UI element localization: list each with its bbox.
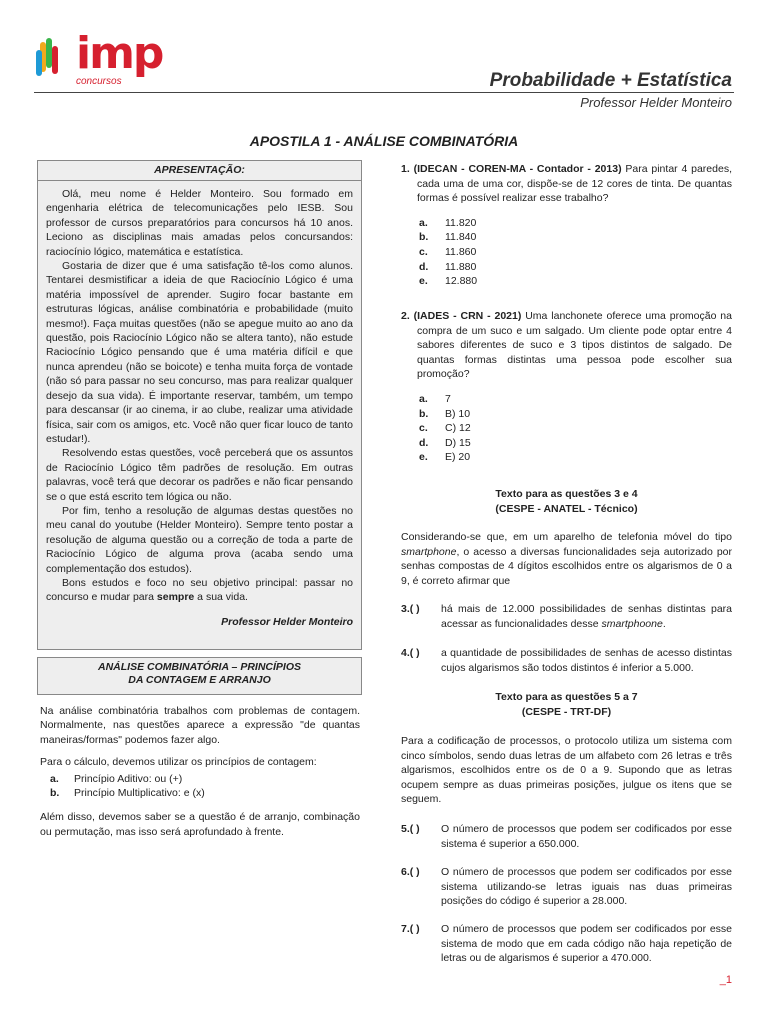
question-7: 7.( ) O número de processos que podem ser codificados por esse sistema de modo que em cada código não haja repetição de letras ou de algarismos é superior a 470.000.	[401, 923, 732, 965]
apresentacao-box	[37, 160, 362, 650]
document-title: APOSTILA 1 - ANÁLISE COMBINATÓRIA	[249, 133, 519, 149]
logo-brand: imp	[76, 28, 163, 79]
option[interactable]: a. 7	[419, 392, 451, 405]
option[interactable]: e. 12.880	[419, 275, 478, 288]
question-2-options	[401, 392, 732, 465]
apresentacao-paragraph: Resolvendo estas questões, você perceberá que os assuntos de Raciocínio Lógico têm padrões de resolução. Em outras palavras, você terá que decorar os padrões e não ficar pensando se o que está escrito tem lógica ou não.	[46, 447, 353, 503]
option[interactable]: c. 11.860	[419, 245, 477, 258]
question-5: 5.( ) O número de processos que podem ser codificados por esse sistema é superior a 650.000.	[401, 823, 732, 850]
texto-57-body: Para a codificação de processos, o protocolo utiliza um sistema com cinco símbolos, sendo duas letras de um alfabeto com 26 letras e três algarismos, escolhidos entre os de 0 a 9. Supondo que as letras ocupem sempre as duas primeiras posições, julgue os itens que se seguem.	[401, 735, 732, 806]
option[interactable]: d. D) 15	[419, 436, 471, 449]
apresentacao-paragraph: Olá, meu nome é Helder Monteiro. Sou formado em engenharia elétrica de telecomunicações pelo IESB. Sou professor de cursos preparatórios para concursos há 10 anos. Leciono as disciplinas mais amadas pelos concursandos: raciocínio lógico, matemática e estatística.	[46, 188, 353, 258]
list-item: b. Princípio Multiplicativo: e (x)	[50, 787, 205, 800]
option[interactable]: b. 11.840	[419, 231, 477, 244]
texto-57-heading: Texto para as questões 5 a 7 (CESPE - TRT-DF)	[495, 691, 638, 718]
question-4: 4.( ) a quantidade de possibilidades de senhas de acesso distintas cujos algarismos são todos distintos é inferior a 5.000.	[401, 647, 732, 674]
option[interactable]: a. 11.820	[419, 216, 477, 229]
option[interactable]: c. C) 12	[419, 422, 471, 435]
logo-icon	[34, 34, 74, 84]
texto-34-heading: Texto para as questões 3 e 4 (CESPE - ANATEL - Técnico)	[495, 488, 638, 515]
option[interactable]: e. E) 20	[419, 451, 471, 464]
signature: Professor Helder Monteiro	[221, 615, 353, 628]
apresentacao-body	[38, 181, 361, 635]
texto-34-body: Considerando-se que, em um aparelho de telefonia móvel do tipo smartphone, o acesso a diversas funcionalidades seja autorizado por senhas compostas de 4 dígitos escolhidos entre os algarismos de 0 a 9, é correto afirmar que	[401, 531, 732, 587]
list-item: a. Princípio Aditivo: ou (+)	[50, 772, 183, 785]
principios-p2: Para o cálculo, devemos utilizar os princípios de contagem:	[40, 756, 317, 769]
option[interactable]: b. B) 10	[419, 407, 471, 420]
option[interactable]: d. 11.880	[419, 260, 477, 273]
principios-list	[40, 772, 360, 801]
question-6: 6.( ) O número de processos que podem ser codificados por esse sistema utilizando-se letras iguais nas duas primeiras posições do código é superior a 28.000.	[401, 866, 732, 908]
logo-sub: concursos	[76, 76, 122, 87]
header-professor: Professor Helder Monteiro	[580, 95, 732, 110]
apresentacao-paragraph-last: Bons estudos e foco no seu objetivo principal: passar no concurso e mudar para sempre a sua vida.	[46, 576, 353, 604]
apresentacao-title: APRESENTAÇÃO:	[38, 161, 361, 181]
apresentacao-paragraph: Gostaria de dizer que é uma satisfação tê-los como alunos. Tentarei desmistificar a ideia de que Raciocínio Lógico é uma matéria impossível de aprender. Sugiro focar bastante em estruturas lógicas, análise combinatória e probabilidade (muito mesmo!). Faça muitas questões (não se apegue muito ao ano da questão, pois Raciocínio Lógico não se altera tanto), não estude Raciocínio Lógico pensando que é uma matéria difícil e que nunca aprendeu (não se boicote) e tenha muita força de vontade (não só para passar no seu concurso, mas para realizar qualquer desejo da sua vida). É importante reservar, também, um tempo para descansar (ir ao cinema, ir ao clube, realizar uma atividade física, sair com os amigos, etc. Você não quer ficar louco de tanto estudar!).	[46, 260, 353, 445]
question-3: 3.( ) há mais de 12.000 possibilidades de senhas distintas para acessar as funcionalidades desse smartphoone.	[401, 603, 732, 630]
principios-box	[37, 657, 362, 695]
question-2: 2. (IADES - CRN - 2021) Uma lanchonete oferece uma promoção na compra de um suco e um salgado. Um cliente pode optar entre 4 sabores diferentes de suco e 3 tipos distintos de salgado. De quantas formas distintas uma pessoa pode escolher sua promoção? a. 7 b. B) 10 c. C) 12 d. D) 15 e. E) 20	[401, 310, 732, 464]
principios-title: ANÁLISE COMBINATÓRIA – PRINCÍPIOS DA CONTAGEM E ARRANJO	[97, 661, 301, 686]
header-divider	[34, 92, 734, 93]
principios-p1: Na análise combinatória trabalhos com problemas de contagem. Normalmente, nas questões aparece a expressão "de quantas maneiras/formas" podemos fazer algo.	[40, 705, 360, 746]
page-header-title: Probabilidade + Estatística	[489, 70, 732, 91]
question-1-options	[401, 216, 732, 289]
apresentacao-paragraph: Por fim, tenho a resolução de algumas destas questões no meu canal do youtube (Helder Monteiro). Sempre tento postar a resolução de alguma questão ou a correção de toda a parte de Raciocínio Lógico de alguma prova (acaba sendo uma complementação dos estudos).	[46, 504, 353, 575]
page-number: _1	[719, 974, 732, 986]
principios-content	[40, 704, 360, 847]
question-1: 1. (IDECAN - COREN-MA - Contador - 2013) Para pintar 4 paredes, cada uma de uma cor, dispõe-se de 12 cores de tinta. De quantas formas é possível realizar esse trabalho? a. 11.820 b. 11.840 c. 11.860 d. 11.880 e. 12.880	[401, 163, 732, 288]
principios-p3: Além disso, devemos saber se a questão é de arranjo, combinação ou permutação, mas isso será aprofundado à frente.	[40, 811, 360, 838]
